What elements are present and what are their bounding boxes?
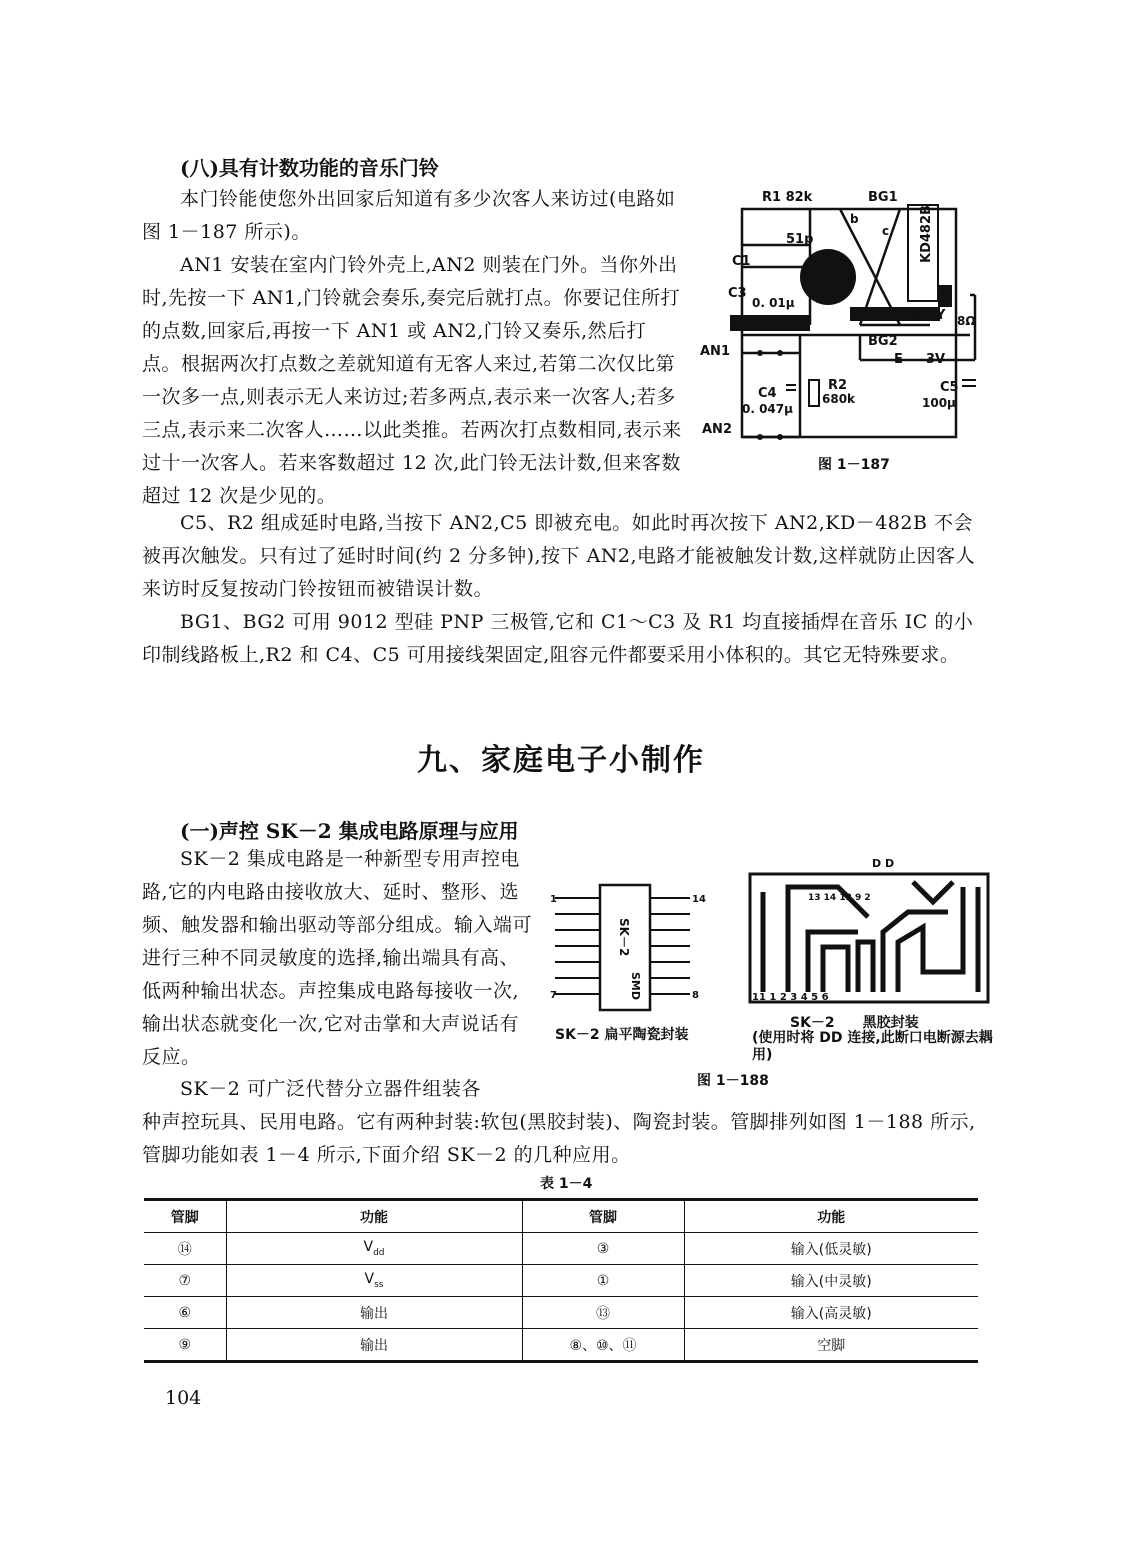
label-voltage: 3V (926, 352, 946, 367)
label-c4-value: 0. 047μ (742, 402, 793, 416)
paragraph: BG1、BG2 可用 9012 型硅 PNP 三极管,它和 C1～C3 及 R1 均直接插焊在音乐 IC 的小印制线路板上,R2 和 C4、C5 可用接线架固定,阻容元件都要采用小体积的。其它无特殊要求。 (142, 611, 974, 666)
table-cell: 空脚 (684, 1329, 978, 1362)
figure-subcaption: SK－2 黑胶封装 (790, 1015, 919, 1031)
label-c3: C3 (728, 286, 747, 301)
table-cell: ⑦ (144, 1265, 226, 1297)
label-c3-value: 0. 01μ (752, 296, 795, 310)
section8-intro (142, 183, 682, 249)
paragraph: C5、R2 组成延时电路,当按下 AN2,C5 即被充电。如此时再次按下 AN2,KD－482B 不会被再次触发。只有过了延时时间(约 2 分多钟),按下 AN2,电路才能被触发计数,这样就防止因客人来访时反复按动门铃按钮而被错误计数。 (142, 512, 976, 600)
table-cell: ⑬ (522, 1297, 684, 1329)
section8-body (142, 249, 682, 507)
label-kd482b: KD482B (919, 205, 934, 263)
table-row (144, 1297, 978, 1329)
pcb-pattern (748, 872, 990, 1004)
table-cell: ⑨ (144, 1329, 226, 1362)
label-speaker-ohm: 8Ω (957, 314, 976, 328)
table-cell: $V_{dd}$ (226, 1233, 522, 1265)
table-cell: ③ (522, 1233, 684, 1265)
figure-caption: 图 1－188 (697, 1073, 769, 1089)
table-cell: 输入(低灵敏) (684, 1233, 978, 1265)
section1-body (142, 1073, 984, 1106)
table-header-cell: 功能 (684, 1200, 978, 1233)
page-number: 104 (165, 1387, 202, 1409)
chapter-title: 九、家庭电子小制作 (417, 743, 705, 778)
figure-caption: 图 1－187 (818, 457, 890, 473)
label-collector: c (882, 224, 890, 238)
paragraph: SK－2 集成电路是一种新型专用声控电路,它的内电路由接收放大、延时、整形、选频、触发器和输出驱动等部分组成。输入端可进行三种不同灵敏度的选择,输出端具有高、低两种输出状态。声控集成电路每接收一次,输出状态就变化一次,它对击掌和大声说话有反应。 (142, 848, 533, 1068)
pin-label: 7 (550, 990, 557, 1001)
table-cell: $V_{ss}$ (226, 1265, 522, 1297)
label-bg1: BG1 (868, 190, 898, 205)
label-c2: 51p (786, 232, 814, 247)
table-cell: 输入(高灵敏) (684, 1297, 978, 1329)
paragraph: 种声控玩具、民用电路。它有两种封装:软包(黑胶封装)、陶瓷封装。管脚排列如图 1－188 所示,管脚功能如表 1－4 所示,下面介绍 SK－2 的几种应用。 (142, 1111, 976, 1166)
label-c4: C4 (758, 386, 777, 401)
table-cell: 输入(中灵敏) (684, 1265, 978, 1297)
table-header-cell: 功能 (226, 1200, 522, 1233)
dd-label: D D (872, 857, 895, 870)
pcb-pin-labels: 13 14 12 9 2 (808, 893, 871, 903)
chip-diagram (550, 880, 710, 1020)
pin-label: 8 (692, 990, 699, 1001)
section1-body-cont (142, 1106, 984, 1172)
label-an2: AN2 (702, 422, 732, 437)
table-row (144, 1329, 978, 1362)
table-cell: ① (522, 1265, 684, 1297)
label-r2-value: 680k (822, 392, 856, 406)
label-c1: C1 (732, 254, 751, 269)
table-cell: ⑧、⑩、⑪ (522, 1329, 684, 1362)
section-heading: (八)具有计数功能的音乐门铃 (180, 156, 439, 180)
table-cell: 输出 (226, 1297, 522, 1329)
label-r2: R2 (828, 378, 848, 393)
section1-intro (142, 843, 537, 1074)
paragraph: 本门铃能使您外出回家后知道有多少次客人来访过(电路如图 1－187 所示)。 (142, 188, 676, 243)
table-row (144, 1233, 978, 1265)
paragraph: SK－2 可广泛代替分立器件组装各 (180, 1078, 481, 1100)
pin-label: 14 (692, 894, 706, 905)
pin-label: 1 (550, 894, 557, 905)
table-row (144, 1265, 978, 1297)
label-bg2: BG2 (868, 334, 898, 349)
table-cell: 输出 (226, 1329, 522, 1362)
label-an1: AN1 (700, 344, 730, 359)
label-c5-value: 100μ (922, 396, 956, 410)
pin-function-table (144, 1198, 978, 1363)
table-header-row (144, 1200, 978, 1233)
chip-label: SK－2 (617, 918, 631, 957)
figure-subcaption: SK－2 扁平陶瓷封装 (555, 1027, 689, 1043)
section-heading: (一)声控 SK－2 集成电路原理与应用 (180, 819, 519, 843)
table-cell: ⑭ (144, 1233, 226, 1265)
paragraph: AN1 安装在室内门铃外壳上,AN2 则装在门外。当你外出时,先按一下 AN1,门铃就会奏乐,奏完后就打点。你要记住所打的点数,回家后,再按一下 AN1 或 AN2,门铃又奏乐,然后打点。根据两次打点数之差就知道有无客人来过,若第二次仅比第一次多一点,则表示无人来访过;若多两点,表示来一次客人;若多三点,表示来二次客人……以此类推。若两次打点数相同,表示来过十一次客人。若来客数超过 12 次,此门铃无法计数,但来客数超过 12 次是少见的。 (142, 254, 682, 507)
label-r1: R1 82k (762, 190, 813, 205)
table-title: 表 1－4 (540, 1176, 593, 1192)
table-cell: ⑥ (144, 1297, 226, 1329)
chip-label: SMD (629, 972, 642, 1000)
circuit-diagram-187 (700, 185, 990, 475)
label-c5: C5 (940, 380, 959, 395)
label-emitter: e (910, 306, 919, 320)
label-base: b (850, 212, 859, 226)
table-header-cell: 管脚 (522, 1200, 684, 1233)
section8-rest (142, 507, 984, 672)
pcb-pin-labels: 11 1 2 3 4 5 6 (752, 992, 829, 1003)
label-battery: E (894, 352, 903, 367)
figure-note: (使用时将 DD 连接,此断口电断源去耦用) (752, 1030, 993, 1063)
table-header-cell: 管脚 (144, 1200, 226, 1233)
label-speaker: Y (936, 308, 946, 323)
